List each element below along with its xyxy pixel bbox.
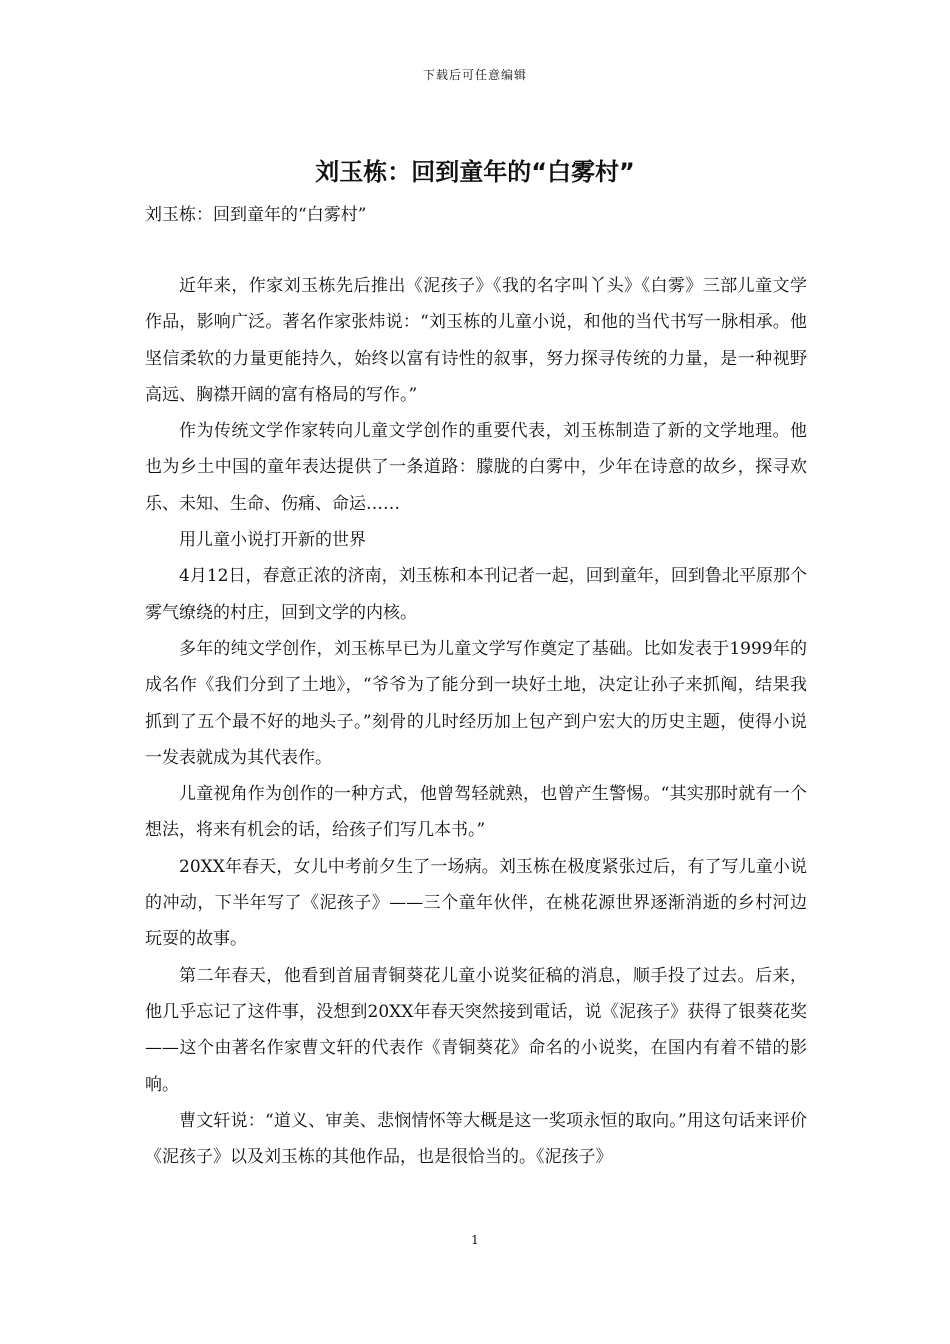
paragraph: 第二年春天，他看到首届青铜葵花儿童小说奖征稿的消息，顺手投了过去。后来，他几乎忘记了这件事，没想到20XX年春天突然接到電话，说《泥孩子》获得了银葵花奖——这个由著名作家曹文轩的代表作《青铜葵花》命名的小说奖，在国内有着不错的影响。: [145, 965, 807, 1095]
paragraph: 近年来，作家刘玉栋先后推出《泥孩子》《我的名字叫丫头》《白雾》三部儿童文学作品，影响广泛。著名作家张炜说：“刘玉栋的儿童小说，和他的当代书写一脉相承。他坚信柔软的力量更能持久，始终以富有诗性的叙事，努力探寻传统的力量，是一种视野高远、胸襟开阔的富有格局的写作。”: [145, 276, 807, 405]
page-header: 下载后可任意编辑: [422, 68, 527, 82]
paragraph: 儿童视角作为创作的一种方式，他曾驾轻就熟，也曾产生警惕。“其实那时就有一个想法，将来有机会的话，给孩子们写几本书。”: [145, 784, 807, 841]
page-number: 1: [471, 1233, 479, 1247]
paragraph: 曹文轩说：“道义、审美、悲悯情怀等大概是这一奖项永恒的取向。”用这句话来评价《泥孩子》以及刘玉栋的其他作品，也是很恰当的。《泥孩子》: [145, 1110, 807, 1168]
paragraph: 20XX年春天，女儿中考前夕生了一场病。刘玉栋在极度紧张过后，有了写儿童小说的冲动，下半年写了《泥孩子》——三个童年伙伴，在桃花源世界逐渐消逝的乡村河边玩耍的故事。: [145, 856, 807, 950]
article-body: [145, 268, 807, 1175]
page-title: 刘玉栋：回到童年的“白雾村”: [315, 158, 635, 186]
section-heading: 用儿童小说打开新的世界: [179, 530, 366, 551]
paragraph: 4月12日，春意正浓的济南，刘玉栋和本刊记者一起，回到童年，回到鲁北平原那个雾气缭绕的村庄，回到文学的内核。: [145, 566, 807, 623]
paragraph: 多年的纯文学创作，刘玉栋早已为儿童文学写作奠定了基础。比如发表于1999年的成名作《我们分到了土地》，“爷爷为了能分到一块好土地，决定让孙子来抓阄，结果我抓到了五个最不好的地头子。”刻骨的儿时经历加上包产到户宏大的历史主题，使得小说一发表就成为其代表作。: [145, 638, 807, 768]
document-subtitle: 刘玉栋：回到童年的“白雾村”: [145, 205, 367, 225]
paragraph: 作为传统文学作家转向儿童文学创作的重要代表，刘玉栋制造了新的文学地理。他也为乡土中国的童年表达提供了一条道路：朦胧的白雾中，少年在诗意的故乡，探寻欢乐、未知、生命、伤痛、命运……: [145, 421, 807, 514]
